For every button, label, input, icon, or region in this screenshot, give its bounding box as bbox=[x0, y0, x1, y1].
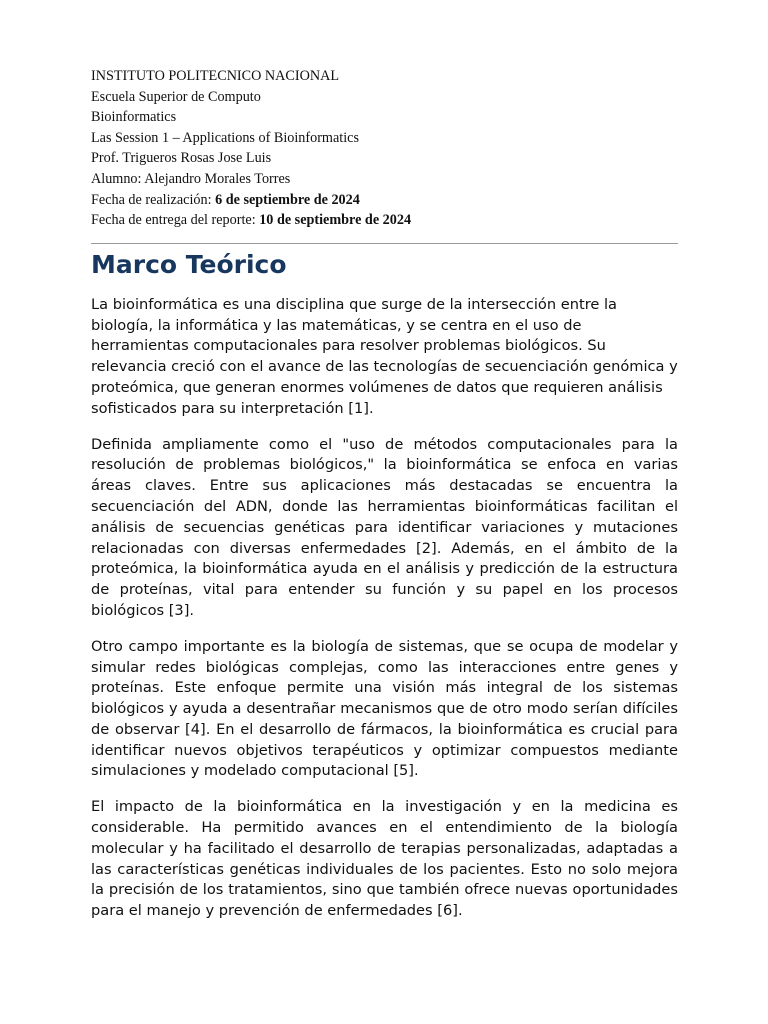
paragraph-3: Otro campo importante es la biología de sistemas, que se ocupa de modelar y simular redes biológicas complejas, como las interacciones entre genes y proteínas. Este enfoque permite una visión más integral de los sistemas biológicos y ayuda a desentrañar mecanismos que de otro modo serían difíciles de observar [4]. En el desarrollo de fármacos, la bioinformática es crucial para identificar nuevos objetivos terapéuticos y optimizar compuestos mediante simulaciones y modelado computacional [5]. bbox=[91, 637, 678, 780]
paragraph-4: El impacto de la bioinformática en la investigación y en la medicina es considerable. Ha permitido avances en el entendimiento de la biología molecular y ha facilitado el desarrollo de terapias personalizadas, adaptadas a las características genéticas individuales de los pacientes. Esto no solo mejora la precisión de los tratamientos, sino que también ofrece nuevas oportunidades para el manejo y prevención de enfermedades [6]. bbox=[91, 798, 678, 920]
delivery-date-line bbox=[91, 210, 678, 231]
session-title: Las Session 1 – Applications of Bioinformatics bbox=[91, 129, 359, 146]
course-name: Bioinformatics bbox=[91, 109, 177, 126]
document-header bbox=[91, 66, 678, 231]
realization-date-line bbox=[91, 190, 678, 211]
realization-date: 6 de septiembre de 2024 bbox=[215, 191, 360, 208]
professor-name: Prof. Trigueros Rosas Jose Luis bbox=[91, 150, 272, 167]
document-page bbox=[91, 66, 678, 922]
delivery-date: 10 de septiembre de 2024 bbox=[259, 212, 412, 229]
section-title: Marco Teórico bbox=[91, 249, 287, 279]
paragraph-1: La bioinformática es una disciplina que surge de la intersección entre la biología, la informática y las matemáticas, y se centra en el uso de herramientas computacionales para resolver problemas biológicos. Su relevancia creció con el avance de las tecnologías de secuenciación genómica y proteómica, que generan enormes volúmenes de datos que requieren análisis sofisticados para su interpretación [1]. bbox=[91, 295, 678, 417]
realization-date-label: Fecha de realización: bbox=[91, 191, 216, 208]
paragraph-2: Definida ampliamente como el "uso de métodos computacionales para la resolución de problemas biológicos," la bioinformática se enfoca en varias áreas claves. Entre sus aplicaciones más destacadas se encuentra la secuenciación del ADN, donde las herramientas bioinformáticas facilitan el análisis de secuencias genéticas para identificar variaciones y mutaciones relacionadas con diversas enfermedades [2]. Además, en el ámbito de la proteómica, la bioinformática ayuda en el análisis y predicción de la estructura de proteínas, vital para entender su función y su papel en los procesos biológicos [3]. bbox=[91, 435, 678, 619]
institution-name: INSTITUTO POLITECNICO NACIONAL bbox=[91, 68, 339, 84]
delivery-date-label: Fecha de entrega del reporte: bbox=[91, 212, 260, 229]
header-divider bbox=[91, 243, 678, 244]
school-name: Escuela Superior de Computo bbox=[91, 88, 261, 105]
student-name: Alumno: Alejandro Morales Torres bbox=[91, 170, 291, 187]
